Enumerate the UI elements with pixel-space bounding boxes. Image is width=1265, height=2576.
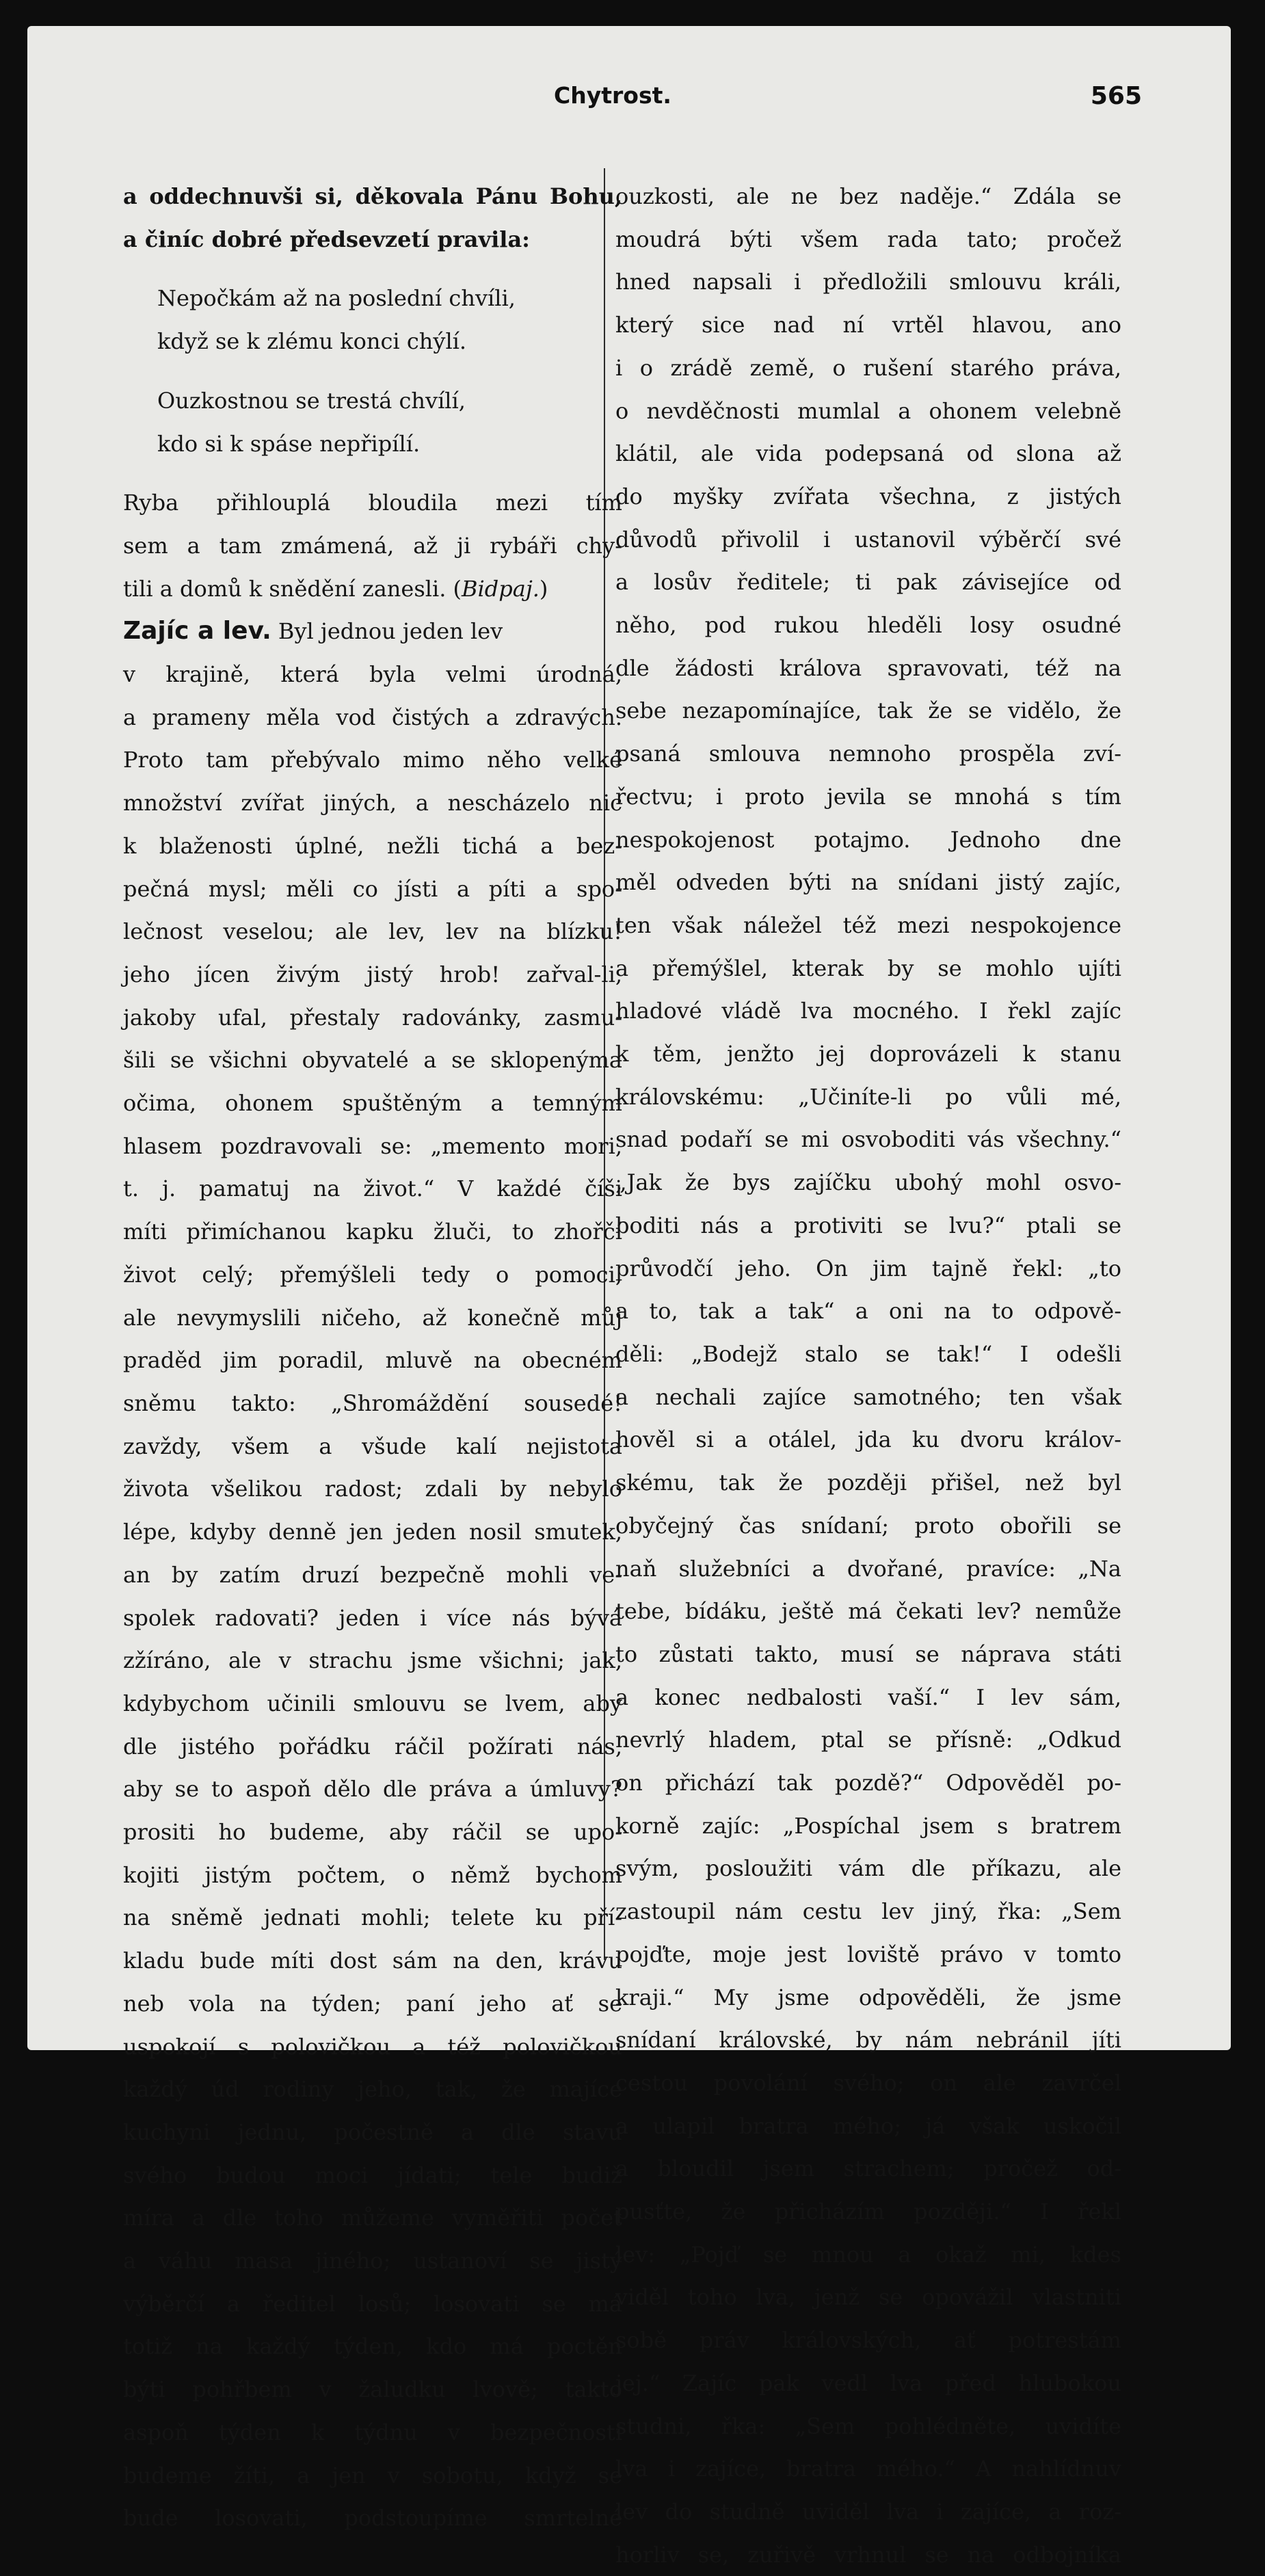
text-line: kojiti jistým počtem, o němž bychom xyxy=(123,1861,622,1888)
text-line: praděd jim poradil, mluvě na obecném xyxy=(123,1347,622,1374)
text-line: pusťte, že přicházím později.“ I řekl xyxy=(615,2199,1121,2225)
text-line: a oddechnuvši si, děkovala Pánu Bohu, xyxy=(123,183,622,209)
text-line: bude losovati, podstoupíme smrtelné xyxy=(123,2505,622,2532)
text-line: sobě práv královských, ať potrestám xyxy=(615,2327,1121,2354)
text-line: t. j. pamatuj na život.“ V každé číši xyxy=(123,1176,622,1202)
text-line: snídaní královské, by nám nebránil jíti xyxy=(615,2027,1121,2054)
text-line: hověl si a otálel, jda ku dvoru králov- xyxy=(615,1426,1121,1453)
text-line: Ryba přihlouplá bloudila mezi tím xyxy=(123,490,622,516)
section-first-text: Byl jednou jeden lev xyxy=(271,618,503,645)
text-line: průvodčí jeho. On jim tajně řekl: „to xyxy=(615,1255,1121,1282)
text-line: dle žádosti králova spravovati, též na xyxy=(615,654,1121,681)
text-line: lev: „Pojď se mnou a okaž mi, kdes xyxy=(615,2241,1121,2268)
text-line: boditi nás a protiviti se lvu?“ ptali se xyxy=(615,1212,1121,1238)
text-line: aspoň týden k týdnu v bezpečnosti xyxy=(123,2419,622,2445)
text-line: kuchyni jednu, počestně a dle stavu xyxy=(123,2119,622,2145)
text-line: klátil, ale vida podepsaná od slona až xyxy=(615,440,1121,467)
verse-line: kdo si k spáse nepřipílí. xyxy=(157,430,421,457)
text-line: cestou povolání svého; on ale zavrčel xyxy=(615,2069,1121,2096)
text-line: pojďte, moje jest loviště právo v tomto xyxy=(615,1941,1121,1967)
text-line: a to, tak a tak“ a oni na to odpově- xyxy=(615,1298,1121,1325)
text-line: i o zrádě země, o rušení starého práva, xyxy=(615,354,1121,381)
text-line: a nechali zajíce samotného; ten však xyxy=(615,1383,1121,1410)
verse-line: Nepočkám až na poslední chvíli, xyxy=(157,285,516,312)
text-line: život celý; přemýšleli tedy o pomoci, xyxy=(123,1261,622,1288)
text-line: uspokojí s polovičkou a též polovičkou xyxy=(123,2033,622,2060)
text-line: tebe, bídáku, ještě má čekati lev? nemůže xyxy=(615,1598,1121,1625)
text-line: zžíráno, ale v strachu jsme všichni; jak, xyxy=(123,1647,622,1674)
text-line: o nevděčnosti mumlal a ohonem velebně xyxy=(615,397,1121,424)
text-line: ten však náležel též mezi nespokojence xyxy=(615,912,1121,938)
text-line: na sněmě jednati mohli; telete ku pří- xyxy=(123,1904,622,1931)
text-line: a bloudil jsem strachem; pročež od- xyxy=(615,2155,1121,2182)
text-line: budeme žíti, a jen v sobotu, když se xyxy=(123,2462,622,2488)
text-line: to zůstati takto, musí se náprava státi xyxy=(615,1641,1121,1667)
text-line: a losův ředitele; ti pak závisejíce od xyxy=(615,569,1121,596)
text-line: pečná mysl; měli co jísti a píti a spo- xyxy=(123,875,622,902)
text-line: ale nevymyslili ničeho, až konečně můj xyxy=(123,1304,622,1331)
fable-source: Bidpaj. xyxy=(462,575,540,602)
text-line: a konec nedbalosti vaší.“ I lev sám, xyxy=(615,1684,1121,1710)
text-line: a přemýšlel, kterak by se mohlo ujíti xyxy=(615,955,1121,981)
text-line: míti přimíchanou kapku žluči, to zhořčí xyxy=(123,1219,622,1245)
text-line: nespokojenost potajmo. Jednoho dne xyxy=(615,826,1121,853)
text-line: psaná smlouva nemnoho prospěla zví- xyxy=(615,741,1121,767)
text-line: v krajině, která byla velmi úrodná, xyxy=(123,661,622,688)
text-line: lva i zajíce, bratra mého.“ A nahlídnuv xyxy=(615,2456,1121,2482)
text-line: svým, posloužiti vám dle příkazu, ale xyxy=(615,1855,1121,1882)
text-line xyxy=(123,568,622,611)
text-line: moudrá býti všem rada tato; pročež xyxy=(615,226,1121,252)
verse-line: když se k zlému konci chýlí. xyxy=(157,328,467,355)
text-line: do myšky zvířata všechna, z jistých xyxy=(615,483,1121,509)
text-line: jakoby ufal, přestaly radovánky, zasmu- xyxy=(123,1004,622,1031)
text-line: a ulapil bratra mého; já však uskočil xyxy=(615,2112,1121,2139)
text-line: skému, tak že později přišel, než byl xyxy=(615,1470,1121,1496)
left-column xyxy=(123,175,622,2540)
text-line: aby se to aspoň dělo dle práva a úmluvy? xyxy=(123,1776,622,1803)
text-line: studni, řka: „Sem pohlédněte, uvidíte xyxy=(615,2413,1121,2439)
text-line: neb vola na týden; paní jeho ať se xyxy=(123,1990,622,2017)
text-line: Proto tam přebývalo mimo něho velké xyxy=(123,747,622,773)
text-line: viděl toho lva, jenž se opovážil vlastniti xyxy=(615,2284,1121,2311)
text-line: k blaženosti úplné, nežli tichá a bez- xyxy=(123,832,622,859)
text-line: kladu bude míti dost sám na den, krávu xyxy=(123,1948,622,1974)
text-line: každý úd rodiny jeho, tak, že majíce xyxy=(123,2076,622,2103)
text-line: očima, ohonem spuštěným a temným xyxy=(123,1090,622,1117)
stanza-gap xyxy=(123,363,622,380)
text-line: prositi ho budeme, aby ráčil se upo- xyxy=(123,1819,622,1846)
text-line: horliv se, zuřivě vrhnul se na odbojníka xyxy=(615,2541,1121,2568)
text-line: a váhu masa jiného; ustanoví se jistý xyxy=(123,2248,622,2274)
text-line: kdybychom učinili smlouvu se lvem, aby xyxy=(123,1690,622,1716)
text-line: ouzkosti, ale ne bez naděje.“ Zdála se xyxy=(615,183,1121,209)
text-line: lépe, kdyby denně jen jeden nosil smutek, xyxy=(123,1519,622,1545)
right-body-text xyxy=(615,175,1121,2576)
text-line: množství zvířat jiných, a nescházelo nic xyxy=(123,790,622,816)
left-body-text xyxy=(123,653,622,2540)
text-line: a činíc dobré předsevzetí pravila: xyxy=(123,226,530,252)
text-line: obyčejný čas snídaní; proto obořili se xyxy=(615,1512,1121,1539)
text-line: řectvu; i proto jevila se mnohá s tím xyxy=(615,783,1121,810)
text-line: hned napsali i předložili smlouvu králi, xyxy=(615,269,1121,295)
fish-close: ) xyxy=(539,575,548,602)
text-line: šili se všichni obyvatelé a se sklopenýma xyxy=(123,1047,622,1074)
text-line: dle jistého pořádku ráčil požírati nás, xyxy=(123,1733,622,1760)
text-line: míra a dle toho můžeme vyměřiti počet xyxy=(123,2205,622,2231)
text-line: výběrčí a ředitel losů; losovati se má xyxy=(123,2290,622,2317)
text-line: k těm, jenžto jej doprovázeli k stanu xyxy=(615,1041,1121,1067)
text-line: korně zajíc: „Pospíchal jsem s bratrem xyxy=(615,1812,1121,1839)
text-line: an by zatím druzí bezpečně mohli ve- xyxy=(123,1561,622,1588)
text-line: nevrlý hladem, ptal se přísně: „Odkud xyxy=(615,1727,1121,1753)
text-line: sebe nezapomínajíce, tak že se vidělo, že xyxy=(615,698,1121,724)
section-heading: Zajíc a lev. xyxy=(123,617,271,646)
text-line: on přichází tak pozdě?“ Odpověděl po- xyxy=(615,1770,1121,1796)
fish-text: tili a domů k snědění zanesli. ( xyxy=(123,575,462,602)
text-line: „Jak že bys zajíčku ubohý mohl osvo- xyxy=(615,1169,1121,1196)
text-line: měl odveden býti na snídani jistý zajíc, xyxy=(615,869,1121,896)
text-line: který sice nad ní vrtěl hlavou, ano xyxy=(615,312,1121,338)
text-line: a prameny měla vod čistých a zdravých. xyxy=(123,704,622,730)
text-line: sem a tam zmámená, až ji rybáři chy- xyxy=(123,532,622,559)
text-line: zastoupil nám cestu lev jiný, řka: „Sem xyxy=(615,1898,1121,1925)
page-number: 565 xyxy=(1090,82,1142,110)
book-page xyxy=(27,26,1231,2568)
verse-line: Ouzkostnou se trestá chvílí, xyxy=(157,387,466,414)
right-column xyxy=(615,175,1121,2576)
text-line: zavždy, všem a všude kalí nejistota xyxy=(123,1433,622,1459)
text-line: snad podaří se mi osvoboditi vás všechny.“ xyxy=(615,1126,1121,1153)
text-line: jeho jícen živým jistý hrob! zařval-li, xyxy=(123,961,622,987)
text-line: kraji.“ My jsme odpověděli, že jsme xyxy=(615,1984,1121,2010)
text-line: něho, pod rukou hleděli losy osudné xyxy=(615,612,1121,639)
text-line: života všelikou radost; zdali by nebylo xyxy=(123,1476,622,1502)
stanza-gap xyxy=(123,465,622,481)
running-head xyxy=(27,82,1231,123)
text-line: totiž na každý týden, kdo má poctěn xyxy=(123,2333,622,2360)
text-line: důvodů přivolil i ustanovil výběrčí své xyxy=(615,526,1121,553)
text-line: lev do studně uviděl lva i zajíce, a roz- xyxy=(615,2498,1121,2525)
text-line: hlasem pozdravovali se: „memento mori, xyxy=(123,1132,622,1159)
text-line: sněmu takto: „Shromáždění sousedé! xyxy=(123,1390,622,1416)
text-line: naň služebníci a dvořané, pravíce: „Na xyxy=(615,1555,1121,1582)
text-line: královskému: „Učiníte-li po vůli mé, xyxy=(615,1083,1121,1110)
section-heading-line xyxy=(123,610,622,653)
text-line: spolek radovati? jeden i více nás bývá xyxy=(123,1604,622,1631)
text-line: svého budou moci jídati; tele budiž xyxy=(123,2162,622,2188)
stanza-gap xyxy=(123,261,622,277)
text-line: jej.“ Zajíc pak vedl lva před hlubokou xyxy=(615,2369,1121,2396)
text-line: lečnost veselou; ale lev, lev na blízku! xyxy=(123,918,622,945)
text-line: děli: „Bodejž stalo se tak!“ I odešli xyxy=(615,1340,1121,1367)
text-line: hladové vládě lva mocného. I řekl zajíc xyxy=(615,998,1121,1024)
text-line: býti pohřbem v žaludku lvově; takto xyxy=(123,2376,622,2403)
running-head-title: Chytrost. xyxy=(554,82,671,109)
